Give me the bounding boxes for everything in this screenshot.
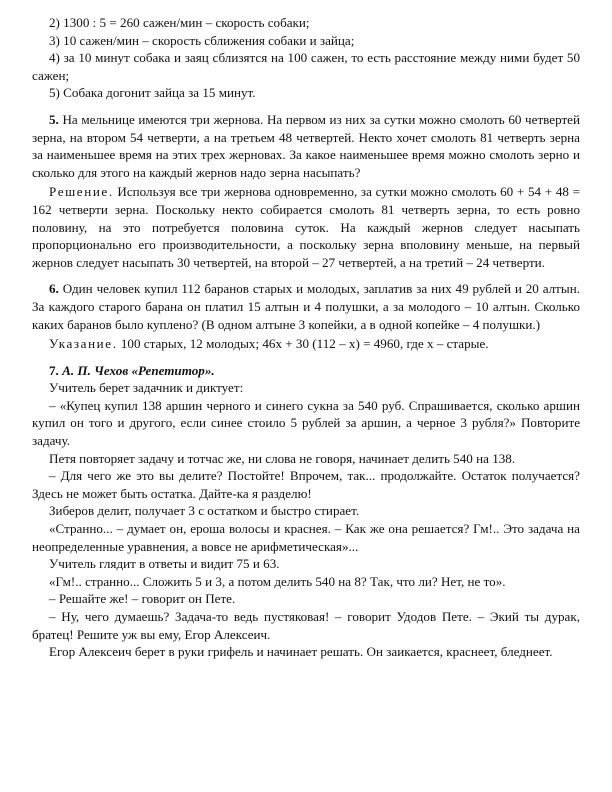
story-paragraph: Зиберов делит, получает 3 с остатком и быстро стирает. <box>49 503 360 519</box>
solution-steps <box>32 14 580 102</box>
problem-text: Один человек купил 112 баранов старых и молодых, заплатив за них 49 рублей и 20 алтын. За каждого старого барана он платил 15 алтын и 4 полушки, а за молодого – 10 алтын. Сколько каких баранов было куплено? (В одном алтыне 3 копейки, а в одной копейке – 4 полушки.) <box>32 281 580 332</box>
hint <box>32 335 580 353</box>
story-paragraph: «Странно... – думает он, ероша волосы и краснея. – Как же она решается? Гм!.. Это задача на неопределенные уравнения, а вовсе не арифметическая»... <box>32 521 580 554</box>
problem-number: 6. <box>49 281 59 297</box>
hint-label: Указание. <box>49 336 118 352</box>
story-paragraph: – «Купец купил 138 аршин черного и синего сукна за 540 руб. Спрашивается, сколько аршин купил он того и другого, если синее стоило 5 рублей за аршин, а черное 3 рубля?» Повторите задачу. <box>32 397 580 449</box>
problem-statement <box>32 280 580 333</box>
page-content <box>32 14 580 661</box>
solution-step: 2) 1300 : 5 = 260 сажен/мин – скорость собаки; <box>49 15 310 30</box>
story-paragraph: «Гм!.. странно... Сложить 5 и 3, а потом делить 540 на 8? Так, что ли? Нет, не то». <box>49 573 506 589</box>
problem-number: 7. <box>49 362 59 378</box>
problem-7 <box>32 362 580 661</box>
solution <box>32 183 580 271</box>
problem-5 <box>32 111 580 271</box>
problem-text: На мельнице имеются три жернова. На первом из них за сутки можно смолоть 60 четвертей зерна, на втором 54 четверти, а на третьем 48 четвертей. Некто хочет смолоть 81 четверть зерна за наименьшее время на этих трех жерновах. За какое наименьшее время можно смолоть зерно и сколько для этого на каждый жернов надо зерна насыпать? <box>32 111 580 180</box>
story-paragraph: – Решайте же! – говорит он Пете. <box>49 591 236 607</box>
problem-heading <box>32 362 580 380</box>
story-paragraph: Учитель глядит в ответы и видит 75 и 63. <box>49 556 280 572</box>
problem-number: 5. <box>49 111 59 127</box>
solution-text: Используя все три жернова одновременно, за сутки можно смолоть 60 + 54 + 48 = 162 четверти зерна. Поскольку некто собирается смолоть 81 четверть зерна, то есть ровно половину, на это потребуется половина суток. На каждый жернов следует насыпать пропорционально его производительности, а поскольку зерна вполовину меньше, на первый жернов следует насыпать 30 четвертей, на второй – 27 четвертей, а на третий – 24 четверти. <box>32 184 580 270</box>
solution-label: Решение. <box>49 184 114 200</box>
hint-text: 100 старых, 12 молодых; 46x + 30 (112 – x) = 4960, где x – старые. <box>120 336 489 352</box>
story-paragraph: Учитель берет задачник и диктует: <box>49 380 244 396</box>
story-paragraph: – Ну, чего думаешь? Задача-то ведь пустяковая! – говорит Удодов Пете. – Экий ты дурак, братец! Решите уж вы ему, Егор Алексеич. <box>32 609 580 642</box>
solution-step: 3) 10 сажен/мин – скорость сближения собаки и зайца; <box>49 32 355 48</box>
story-paragraph: – Для чего же это вы делите? Постойте! Впрочем, так... продолжайте. Остаток получается? Здесь не может быть остатка. Дайте-ка я разделю! <box>32 468 580 501</box>
problem-6 <box>32 280 580 352</box>
solution-step: 5) Собака догонит зайца за 15 минут. <box>49 85 256 101</box>
problem-title: А. П. Чехов «Репетитор». <box>62 362 215 378</box>
story-paragraph: Егор Алексеич берет в руки грифель и начинает решать. Он заикается, краснеет, бледнеет. <box>49 644 553 660</box>
problem-statement <box>32 111 580 181</box>
solution-step: 4) за 10 минут собака и заяц сблизятся на 100 сажен, то есть расстояние между ними будет 50 сажен; <box>32 50 580 83</box>
story-paragraph: Петя повторяет задачу и тотчас же, ни слова не говоря, начинает делить 540 на 138. <box>49 450 516 466</box>
